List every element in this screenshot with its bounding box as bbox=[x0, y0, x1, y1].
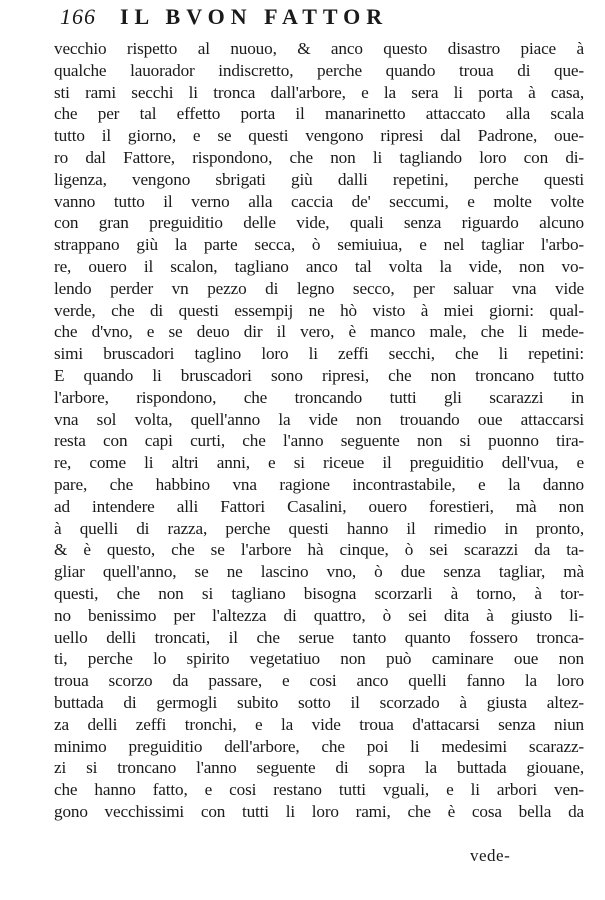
text-line: gliar quell'anno, se ne lascino vno, ò due senza tagliar, mà bbox=[54, 562, 584, 582]
text-line: vanno tutto il verno alla caccia de' seccumi, e molte volte bbox=[54, 191, 584, 211]
text-line: l'arbore, rispondono, che troncando tutti gli scarazzi in bbox=[54, 387, 584, 407]
text-line: & è questo, che se l'arbore hà cinque, ò sei scarazzi da ta- bbox=[54, 540, 584, 560]
page-header bbox=[60, 4, 540, 34]
text-line: uello delli troncati, il che serue tanto quanto fossero tronca- bbox=[54, 627, 584, 647]
text-line: che d'vno, e se deuo dir il vero, è manco male, che li mede- bbox=[54, 322, 584, 342]
text-line: zi si troncano l'anno seguente di sopra la buttada giouane, bbox=[54, 758, 584, 778]
text-line: re, come li altri anni, e si riceue il preguiditio dell'vua, e bbox=[54, 453, 584, 473]
text-line: gono vecchissimi con tutti li loro rami, che è cosa bella da bbox=[54, 801, 584, 821]
text-line: troua scorzo da passare, e cosi anco quelli fanno la loro bbox=[54, 671, 584, 691]
text-line: qualche lauorador indiscretto, perche quando troua di que- bbox=[54, 60, 584, 80]
catchword: vede- bbox=[470, 846, 511, 865]
text-line: E quando li bruscadori sono ripresi, che non troncano tutto bbox=[54, 365, 584, 385]
text-line: à quelli di razza, perche questi hanno il rimedio in pronto, bbox=[54, 518, 584, 538]
text-line: no benissimo per l'altezza di quattro, ò sei dita à giusto li- bbox=[54, 605, 584, 625]
body-text bbox=[54, 38, 584, 823]
text-line: ad intendere alli Fattori Casalini, ouero forestieri, mà non bbox=[54, 496, 584, 516]
text-line: simi bruscadori taglino loro li zeffi secchi, che li repetini: bbox=[54, 344, 584, 364]
text-line: verde, che di questi essempij ne hò visto à miei giorni: qual- bbox=[54, 300, 584, 320]
text-line: ti, perche lo spirito vegetatiuo non può caminare oue non bbox=[54, 649, 584, 669]
text-line: tutto il giorno, e se questi vengono ripresi dal Padrone, oue- bbox=[54, 126, 584, 146]
text-line: minimo preguiditio dell'arbore, che poi li medesimi scarazz- bbox=[54, 736, 584, 756]
text-line: vna sol volta, quell'anno la vide non trouando oue attaccarsi bbox=[54, 409, 584, 429]
text-line: sti rami secchi li tronca dall'arbore, e la sera li porta à casa, bbox=[54, 82, 584, 102]
text-line: strappano giù la parte secca, ò semiuiua, e nel tagliar l'arbo- bbox=[54, 235, 584, 255]
text-line: ligenza, vengono sbrigati giù dalli repetini, perche questi bbox=[54, 169, 584, 189]
text-line: re, ouero il scalon, tagliano anco tal volta la vide, non vo- bbox=[54, 256, 584, 276]
text-line: ro dal Fattore, rispondono, che non li tagliando loro con di- bbox=[54, 147, 584, 167]
text-line: za delli zeffi tronchi, e la vide troua d'attacarsi senza niun bbox=[54, 714, 584, 734]
page-number: 166 bbox=[60, 4, 96, 29]
text-line: resta con capi curti, che l'anno seguente non si puonno tira- bbox=[54, 431, 584, 451]
text-line: che per tal effetto porta il manarinetto attaccato alla scala bbox=[54, 104, 584, 124]
running-head: IL BVON FATTOR bbox=[120, 4, 389, 29]
text-line: questi, che non si tagliano bisogna scorzarli à torno, à tor- bbox=[54, 583, 584, 603]
text-line: buttada di germogli subito sotto il scorzado à giusta altez- bbox=[54, 692, 584, 712]
text-line: con gran preguiditio delle vide, quali senza riguardo alcuno bbox=[54, 213, 584, 233]
text-line: lendo perder vn pezzo di legno secco, per saluar vna vide bbox=[54, 278, 584, 298]
text-line: vecchio rispetto al nuouo, & anco questo disastro piace à bbox=[54, 39, 584, 58]
text-line: che hanno fatto, e cosi restano tutti vguali, e li arbori ven- bbox=[54, 780, 584, 800]
text-line: pare, che habbino vna ragione incontrastabile, e la danno bbox=[54, 474, 584, 494]
